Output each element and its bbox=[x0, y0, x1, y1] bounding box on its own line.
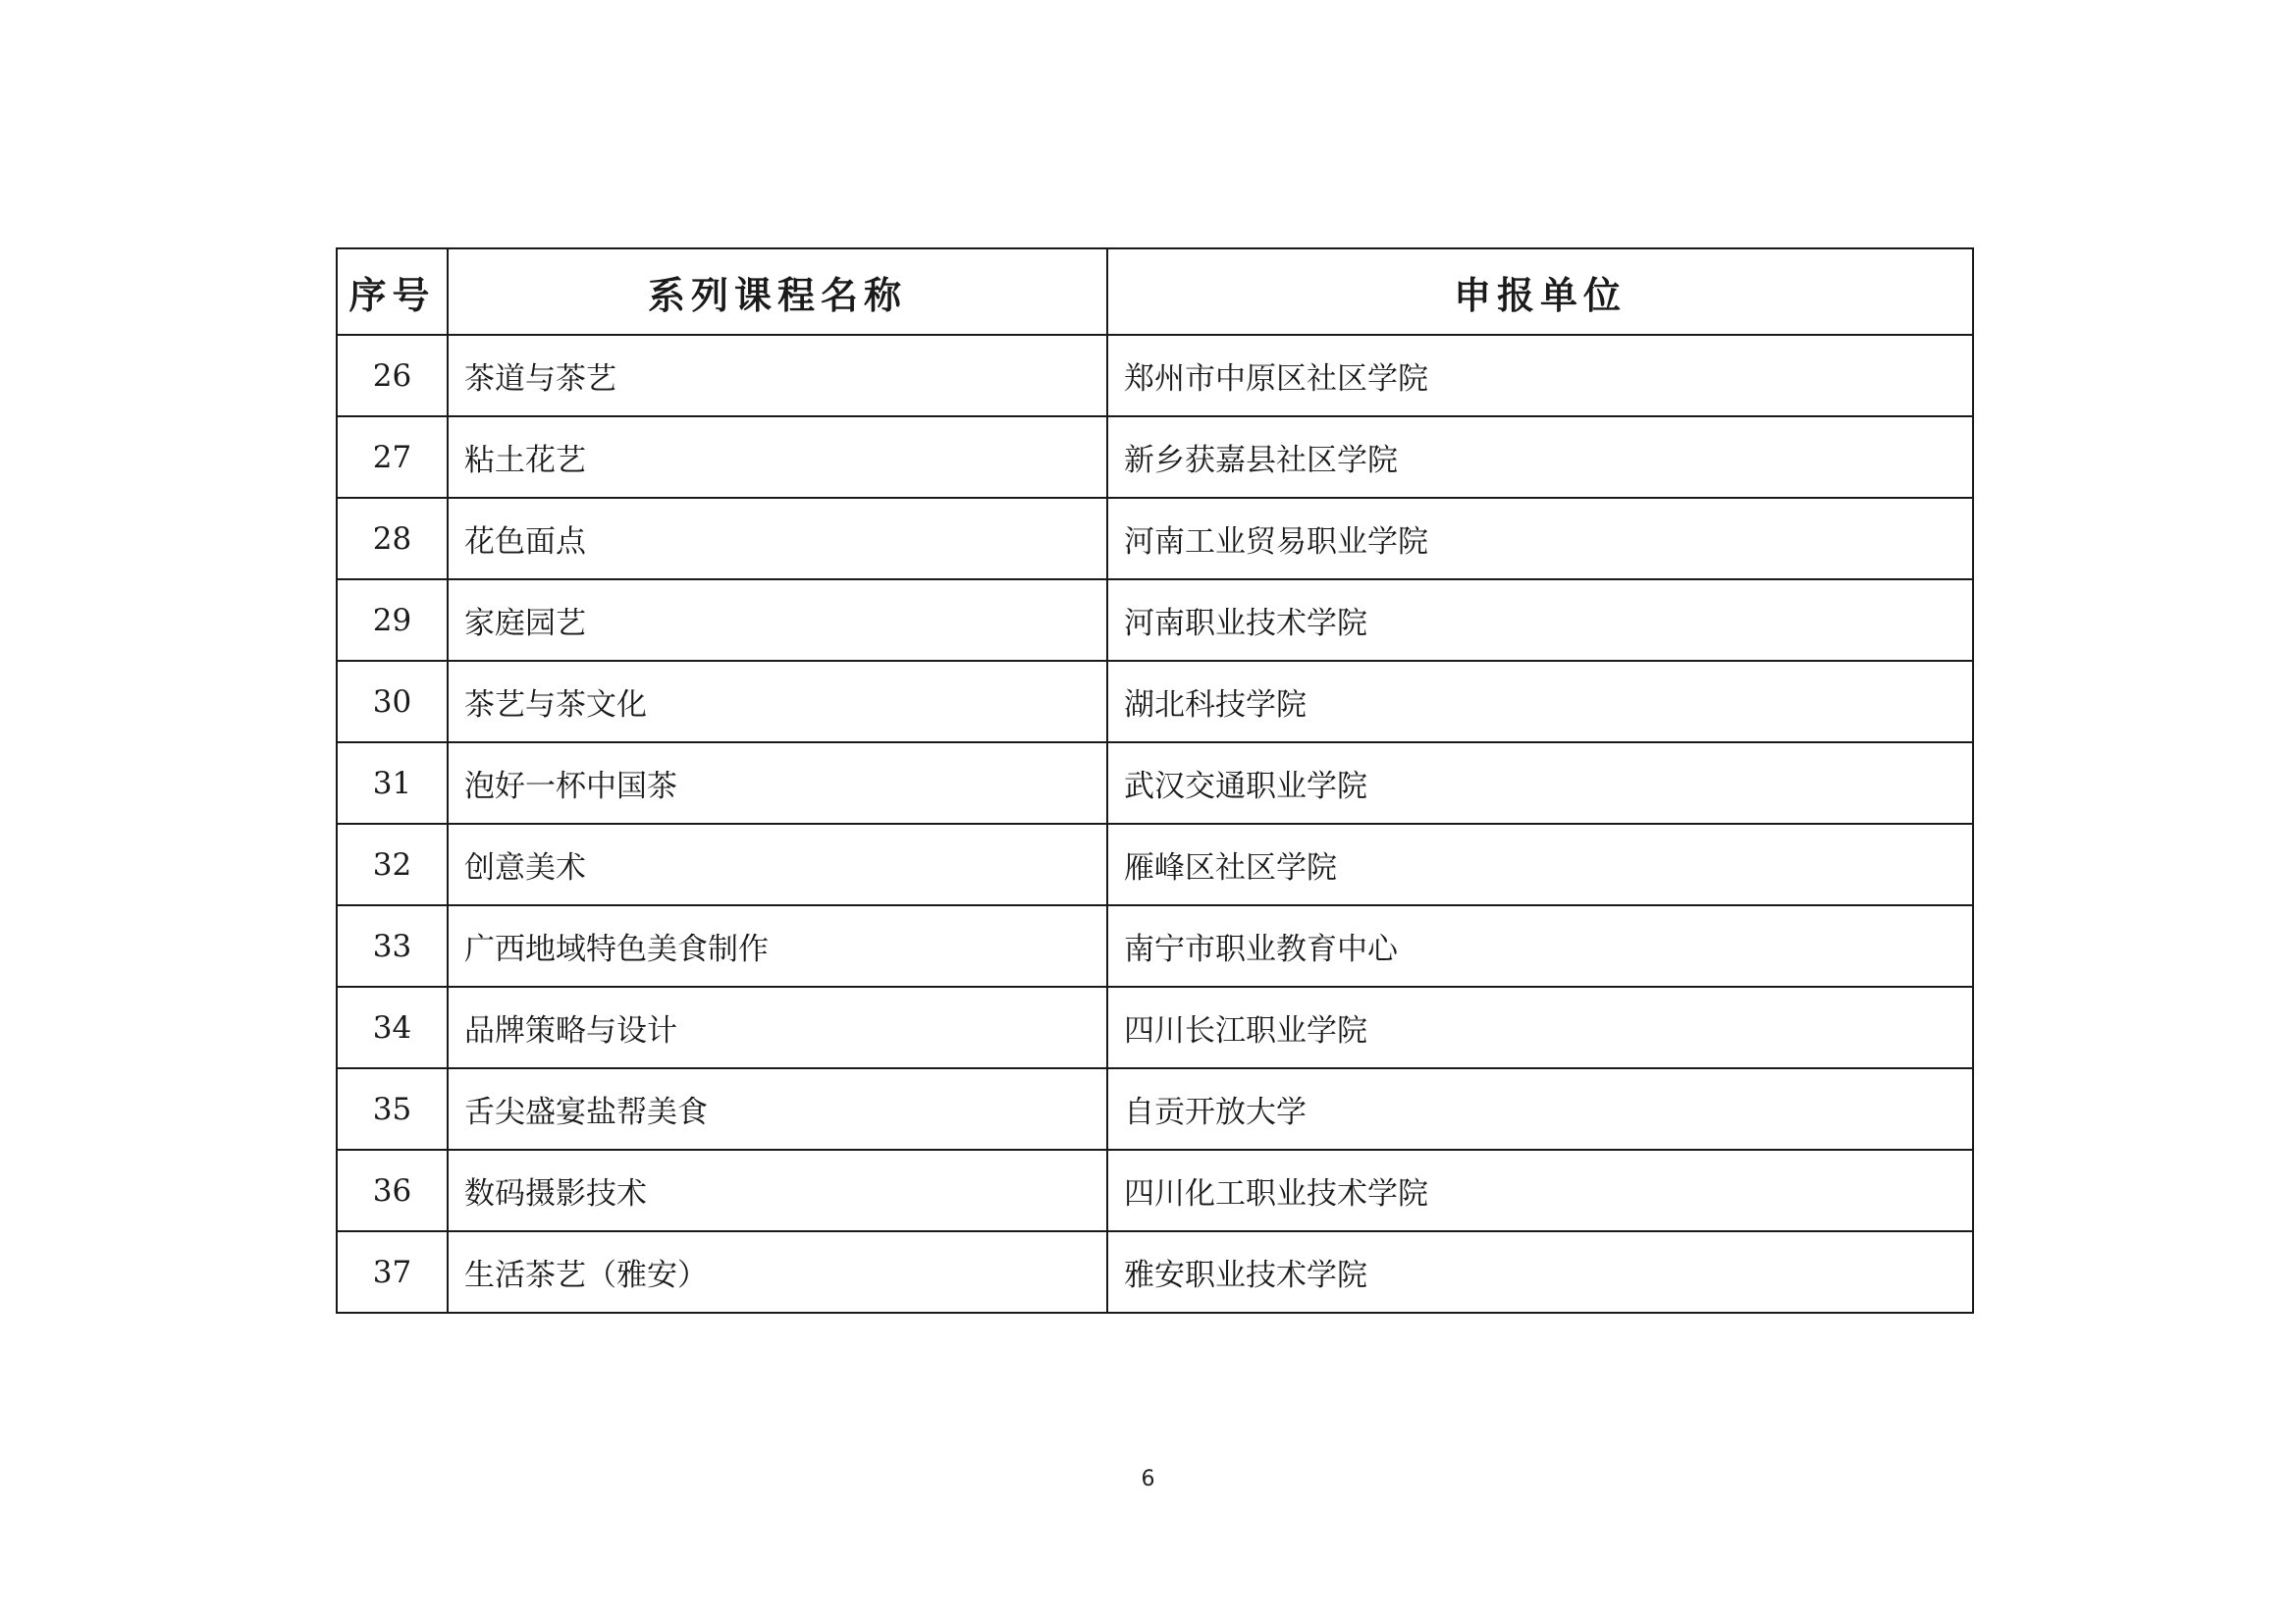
row-course-name: 花色面点 bbox=[448, 498, 1107, 579]
row-course-name: 创意美术 bbox=[448, 824, 1107, 905]
row-index: 35 bbox=[337, 1068, 448, 1150]
row-index: 37 bbox=[337, 1231, 448, 1313]
row-course-name: 数码摄影技术 bbox=[448, 1150, 1107, 1231]
table-row bbox=[337, 1150, 1973, 1231]
table-row bbox=[337, 579, 1973, 661]
row-applicant: 自贡开放大学 bbox=[1107, 1068, 1973, 1150]
row-course-name: 生活茶艺（雅安） bbox=[448, 1231, 1107, 1313]
row-applicant: 湖北科技学院 bbox=[1107, 661, 1973, 742]
row-index: 33 bbox=[337, 905, 448, 987]
row-index: 29 bbox=[337, 579, 448, 661]
row-course-name: 茶艺与茶文化 bbox=[448, 661, 1107, 742]
row-applicant: 四川化工职业技术学院 bbox=[1107, 1150, 1973, 1231]
row-index: 34 bbox=[337, 987, 448, 1068]
table-row bbox=[337, 416, 1973, 498]
row-applicant: 新乡获嘉县社区学院 bbox=[1107, 416, 1973, 498]
row-applicant: 四川长江职业学院 bbox=[1107, 987, 1973, 1068]
row-index: 31 bbox=[337, 742, 448, 824]
row-course-name: 舌尖盛宴盐帮美食 bbox=[448, 1068, 1107, 1150]
table-row bbox=[337, 661, 1973, 742]
table-row bbox=[337, 335, 1973, 416]
row-applicant: 河南工业贸易职业学院 bbox=[1107, 498, 1973, 579]
row-course-name: 品牌策略与设计 bbox=[448, 987, 1107, 1068]
course-table bbox=[336, 247, 1974, 1314]
row-applicant: 南宁市职业教育中心 bbox=[1107, 905, 1973, 987]
table-row bbox=[337, 742, 1973, 824]
row-index: 36 bbox=[337, 1150, 448, 1231]
table-row bbox=[337, 498, 1973, 579]
row-index: 30 bbox=[337, 661, 448, 742]
row-index: 27 bbox=[337, 416, 448, 498]
row-course-name: 粘土花艺 bbox=[448, 416, 1107, 498]
row-index: 32 bbox=[337, 824, 448, 905]
table-row bbox=[337, 905, 1973, 987]
table-row bbox=[337, 824, 1973, 905]
row-course-name: 茶道与茶艺 bbox=[448, 335, 1107, 416]
row-applicant: 雅安职业技术学院 bbox=[1107, 1231, 1973, 1313]
row-applicant: 武汉交通职业学院 bbox=[1107, 742, 1973, 824]
header-index: 序号 bbox=[337, 248, 448, 335]
row-index: 26 bbox=[337, 335, 448, 416]
row-applicant: 河南职业技术学院 bbox=[1107, 579, 1973, 661]
table-row bbox=[337, 1231, 1973, 1313]
table-row bbox=[337, 1068, 1973, 1150]
row-index: 28 bbox=[337, 498, 448, 579]
table-header-row bbox=[337, 248, 1973, 335]
row-applicant: 雁峰区社区学院 bbox=[1107, 824, 1973, 905]
row-course-name: 家庭园艺 bbox=[448, 579, 1107, 661]
table-row bbox=[337, 987, 1973, 1068]
row-course-name: 广西地域特色美食制作 bbox=[448, 905, 1107, 987]
header-course-name: 系列课程名称 bbox=[448, 248, 1107, 335]
header-applicant: 申报单位 bbox=[1107, 248, 1973, 335]
row-course-name: 泡好一杯中国茶 bbox=[448, 742, 1107, 824]
row-applicant: 郑州市中原区社区学院 bbox=[1107, 335, 1973, 416]
page-number: 6 bbox=[1141, 1467, 1155, 1491]
